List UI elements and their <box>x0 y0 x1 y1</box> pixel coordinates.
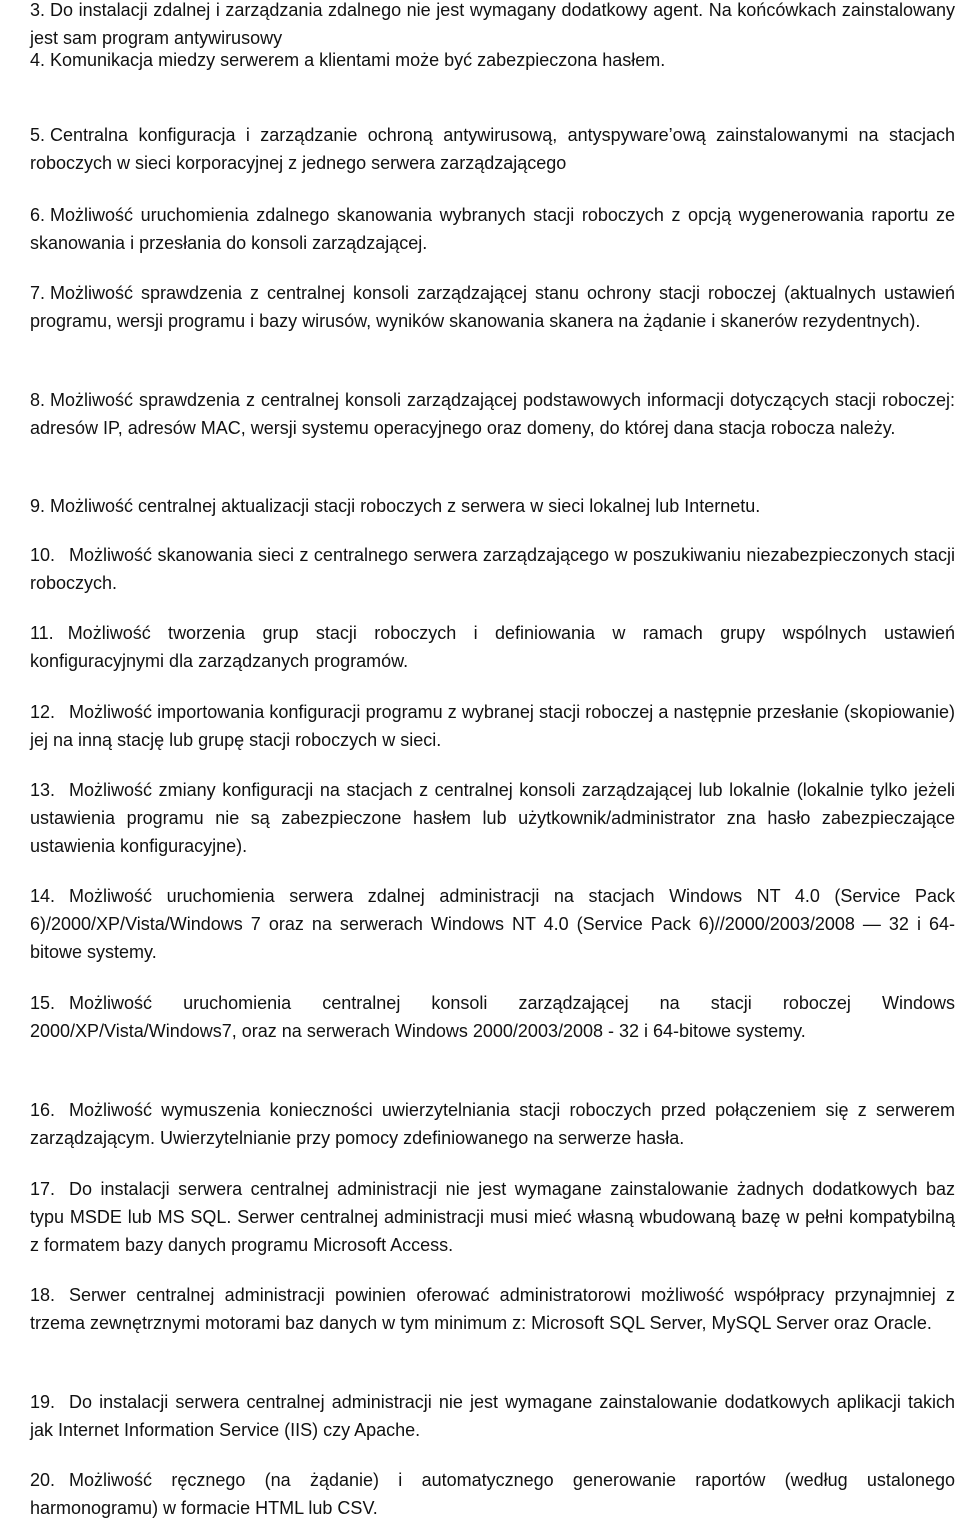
item-text: Do instalacji serwera centralnej administracji nie jest wymagane zainstalowanie dodatkowych aplikacji takich jak Internet Information Service (IIS) czy Apache. <box>30 1392 955 1440</box>
item-number: 17. <box>30 1179 56 1199</box>
item-text: Możliwość uruchomienia centralnej konsoli zarządzającej na stacji roboczej Windows 2000/XP/Vista/Windows7, oraz na serwerach Windows 2000/2003/2008 - 32 i 64-bitowe systemy. <box>30 993 955 1041</box>
list-item-3 <box>30 0 955 52</box>
item-text: Możliwość zmiany konfiguracji na stacjach z centralnej konsoli zarządzającej lub lokalnie (lokalnie tylko jeżeli ustawienia programu nie są zabezpieczone hasłem lub użytkownik/administrator zna hasło zabezpieczające ustawienia konfiguracyjne). <box>30 780 955 856</box>
list-item-15 <box>30 989 955 1045</box>
item-text: Serwer centralnej administracji powinien oferować administratorowi możliwość współpracy przynajmniej z trzema zewnętrznymi motorami baz danych w tym minimum z: Microsoft SQL Server, MySQL Server oraz Oracle. <box>30 1285 955 1333</box>
list-item-4 <box>30 46 955 74</box>
list-item-5 <box>30 121 955 177</box>
item-text: Możliwość importowania konfiguracji programu z wybranej stacji roboczej a następnie przesłanie (skopiowanie) jej na inną stację lub grupę stacji roboczych w sieci. <box>30 702 955 750</box>
item-number: 8. <box>30 390 46 410</box>
item-text: Możliwość skanowania sieci z centralnego serwera zarządzającego w poszukiwaniu niezabezpieczonych stacji roboczych. <box>30 545 955 593</box>
item-number: 14. <box>30 886 56 906</box>
item-number: 7. <box>30 283 46 303</box>
list-item-14 <box>30 882 955 966</box>
item-number: 6. <box>30 205 46 225</box>
list-item-18 <box>30 1281 955 1337</box>
list-item-8 <box>30 386 955 442</box>
item-number: 10. <box>30 545 56 565</box>
item-number: 4. <box>30 50 46 70</box>
list-item-7 <box>30 279 955 335</box>
list-item-16 <box>30 1096 955 1152</box>
item-text: Do instalacji zdalnej i zarządzania zdalnego nie jest wymagany dodatkowy agent. Na końcówkach zainstalowany jest sam program antywirusowy <box>30 0 955 48</box>
item-text: Możliwość wymuszenia konieczności uwierzytelniania stacji roboczych przed połączeniem się z serwerem zarządzającym. Uwierzytelnianie przy pomocy zdefiniowanego na serwerze hasła. <box>30 1100 955 1148</box>
item-text: Możliwość tworzenia grup stacji roboczych i definiowania w ramach grupy wspólnych ustawień konfiguracyjnymi dla zarządzanych programów. <box>30 623 955 671</box>
list-item-12 <box>30 698 955 754</box>
list-item-17 <box>30 1175 955 1259</box>
list-item-10 <box>30 541 955 597</box>
item-text: Centralna konfiguracja i zarządzanie ochroną antywirusową, antyspyware’ową zainstalowanymi na stacjach roboczych w sieci korporacyjnej z jednego serwera zarządzającego <box>30 125 955 173</box>
item-number: 18. <box>30 1285 56 1305</box>
item-number: 3. <box>30 0 46 20</box>
list-item-9 <box>30 492 955 520</box>
list-item-11 <box>30 619 955 675</box>
item-text: Możliwość centralnej aktualizacji stacji roboczych z serwera w sieci lokalnej lub Internetu. <box>50 496 761 516</box>
item-number: 9. <box>30 496 46 516</box>
list-item-20 <box>30 1466 955 1522</box>
item-number: 19. <box>30 1392 56 1412</box>
item-text: Możliwość uruchomienia serwera zdalnej administracji na stacjach Windows NT 4.0 (Service Pack 6)/2000/XP/Vista/Windows 7 oraz na serwerach Windows NT 4.0 (Service Pack 6)//2000/2003/2008 — 32 i 64-bitowe systemy. <box>30 886 955 962</box>
item-number: 12. <box>30 702 56 722</box>
item-text: Możliwość ręcznego (na żądanie) i automatycznego generowanie raportów (według ustalonego harmonogramu) w formacie HTML lub CSV. <box>30 1470 955 1518</box>
item-number: 11. <box>30 623 54 643</box>
item-number: 20. <box>30 1470 56 1490</box>
list-item-13 <box>30 776 955 860</box>
item-number: 13. <box>30 780 56 800</box>
item-text: Możliwość sprawdzenia z centralnej konsoli zarządzającej podstawowych informacji dotyczących stacji roboczej: adresów IP, adresów MAC, wersji systemu operacyjnego oraz domeny, do której dana stacja robocza należy. <box>30 390 955 438</box>
item-text: Możliwość uruchomienia zdalnego skanowania wybranych stacji roboczych z opcją wygenerowania raportu ze skanowania i przesłania do konsoli zarządzającej. <box>30 205 955 253</box>
list-item-19 <box>30 1388 955 1444</box>
item-text: Komunikacja miedzy serwerem a klientami może być zabezpieczona hasłem. <box>50 50 666 70</box>
item-number: 16. <box>30 1100 56 1120</box>
item-text: Do instalacji serwera centralnej administracji nie jest wymagane zainstalowanie żadnych dodatkowych baz typu MSDE lub MS SQL. Serwer centralnej administracji musi mieć własną wbudowaną bazę w pełni kompatybilną z formatem bazy danych programu Microsoft Access. <box>30 1179 955 1255</box>
item-text: Możliwość sprawdzenia z centralnej konsoli zarządzającej stanu ochrony stacji roboczej (aktualnych ustawień programu, wersji programu i bazy wirusów, wyników skanowania skanera na żądanie i skanerów rezydentnych). <box>30 283 955 331</box>
list-item-6 <box>30 201 955 257</box>
item-number: 15. <box>30 993 56 1013</box>
item-number: 5. <box>30 125 46 145</box>
